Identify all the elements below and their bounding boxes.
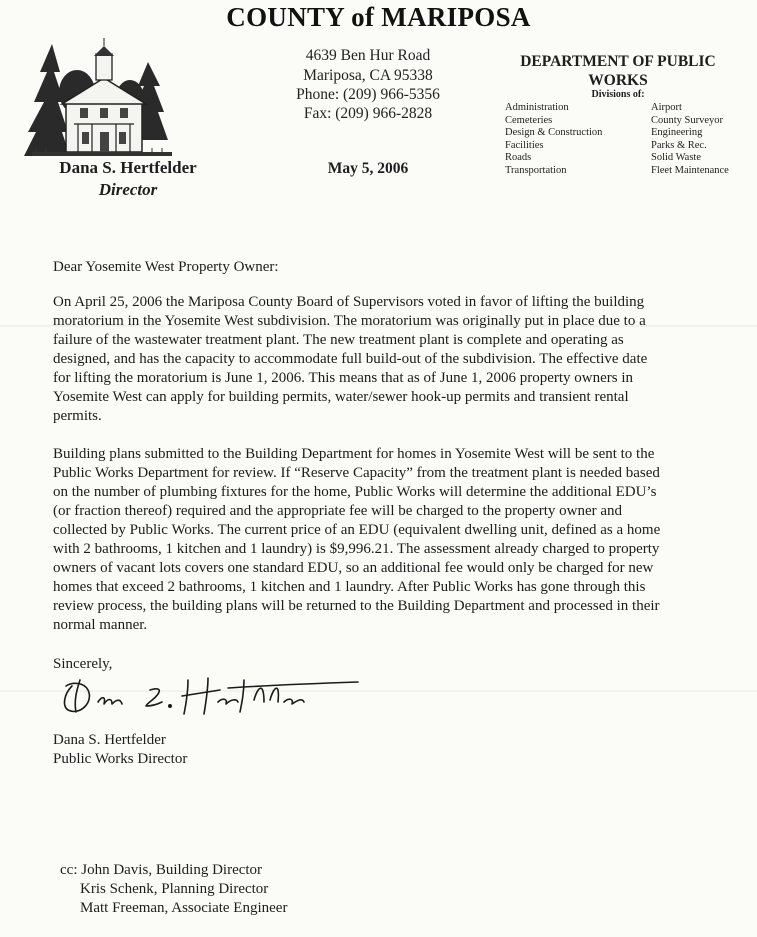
paragraph-line: permits. <box>53 408 102 424</box>
division-item: Airport <box>651 102 682 113</box>
division-item: Roads <box>505 152 532 164</box>
department-name <box>498 52 738 90</box>
cc-line: cc: John Davis, Building Director <box>60 862 263 878</box>
address-fax: Fax: (209) 966-2828 <box>303 105 433 122</box>
division-item: County Surveyor <box>651 114 724 126</box>
division-item: Transportation <box>505 164 567 176</box>
paragraph-line: owners of vacant lots covers one standard EDU, so an additional fee would only be charged for new <box>53 560 654 576</box>
division-item: Design & Construction <box>505 127 603 139</box>
director-title: Director <box>98 180 158 199</box>
paragraph-line: Public Works Department for review. If “Reserve Capacity” from the treatment plant is needed based <box>53 465 660 481</box>
paragraph-line: homes that exceed 2 bathrooms, 1 kitchen and 1 laundry. After Public Works has gone through this <box>53 579 646 595</box>
courthouse-logo <box>22 32 177 160</box>
paragraph-line: with 2 bathrooms, 1 kitchen and 1 laundry) is $9,996.21. The assessment already charged to property <box>53 541 660 557</box>
paragraph-line: failure of the wastewater treatment plant. The new treatment plant is complete and operating as <box>53 332 624 348</box>
paragraph-line: on the number of plumbing fixtures for the home, Public Works will determine the additional EDU’s <box>53 484 657 500</box>
closing: Sincerely, <box>53 656 113 672</box>
paragraph-line: (or fraction thereof) required and the appropriate fee will be charged to the property owner and <box>53 503 623 519</box>
paragraph-line: Building plans submitted to the Building Department for homes in Yosemite West will be sent to the <box>53 446 655 462</box>
county-title: COUNTY of MARIPOSA <box>226 2 531 32</box>
division-item: Engineering <box>651 127 703 139</box>
department-name-line: DEPARTMENT OF PUBLIC <box>520 53 716 70</box>
department-name-line: WORKS <box>588 72 648 89</box>
cc-line: Kris Schenk, Planning Director <box>80 881 269 897</box>
paragraph-line: normal manner. <box>53 617 148 633</box>
division-item: Parks & Rec. <box>651 139 707 151</box>
paragraph-line: collected by Public Works. The current price of an EDU (equivalent dwelling unit, defined as a home <box>53 522 661 538</box>
address-city: Mariposa, CA 95338 <box>303 67 433 84</box>
paragraph-line: Yosemite West can apply for building permits, water/sewer hook-up permits and transient rental <box>53 389 629 405</box>
cc-line: Matt Freeman, Associate Engineer <box>80 900 288 916</box>
paragraph-line: moratorium in the Yosemite West subdivision. The moratorium was originally put in place due to a <box>53 313 646 329</box>
divisions-list-right <box>651 102 729 178</box>
address-street: 4639 Ben Hur Road <box>305 47 431 64</box>
paragraph-line: On April 25, 2006 the Mariposa County Board of Supervisors voted in favor of lifting the building <box>53 294 645 310</box>
paragraph-line: designed, and has the capacity to accommodate full build-out of the subdivision. The effective date <box>53 351 648 367</box>
division-item: Fleet Maintenance <box>651 164 729 176</box>
address-phone: Phone: (209) 966-5356 <box>296 86 440 103</box>
divisions-label: Divisions of: <box>591 89 645 100</box>
director-name: Dana S. Hertfelder <box>59 158 197 177</box>
division-item: Cemeteries <box>505 114 553 126</box>
body-paragraph-1 <box>53 293 733 426</box>
signer-name: Dana S. Hertfelder <box>53 732 166 748</box>
paragraph-line: review process, the building plans will be returned to the Building Department and processed in their <box>53 598 660 614</box>
cc-list <box>60 861 287 918</box>
signer-title: Public Works Director <box>53 751 188 767</box>
division-item: Facilities <box>505 139 544 151</box>
body-paragraph-2 <box>53 445 743 635</box>
letter-date: May 5, 2006 <box>327 160 409 177</box>
paragraph-line: for lifting the moratorium is June 1, 2006. This means that as of June 1, 2006 property owners in <box>53 370 634 386</box>
handwritten-signature <box>58 672 368 720</box>
salutation: Dear Yosemite West Property Owner: <box>53 259 279 275</box>
divisions-list-left <box>505 102 602 178</box>
division-item: Administration <box>505 102 569 113</box>
division-item: Solid Waste <box>651 152 702 164</box>
